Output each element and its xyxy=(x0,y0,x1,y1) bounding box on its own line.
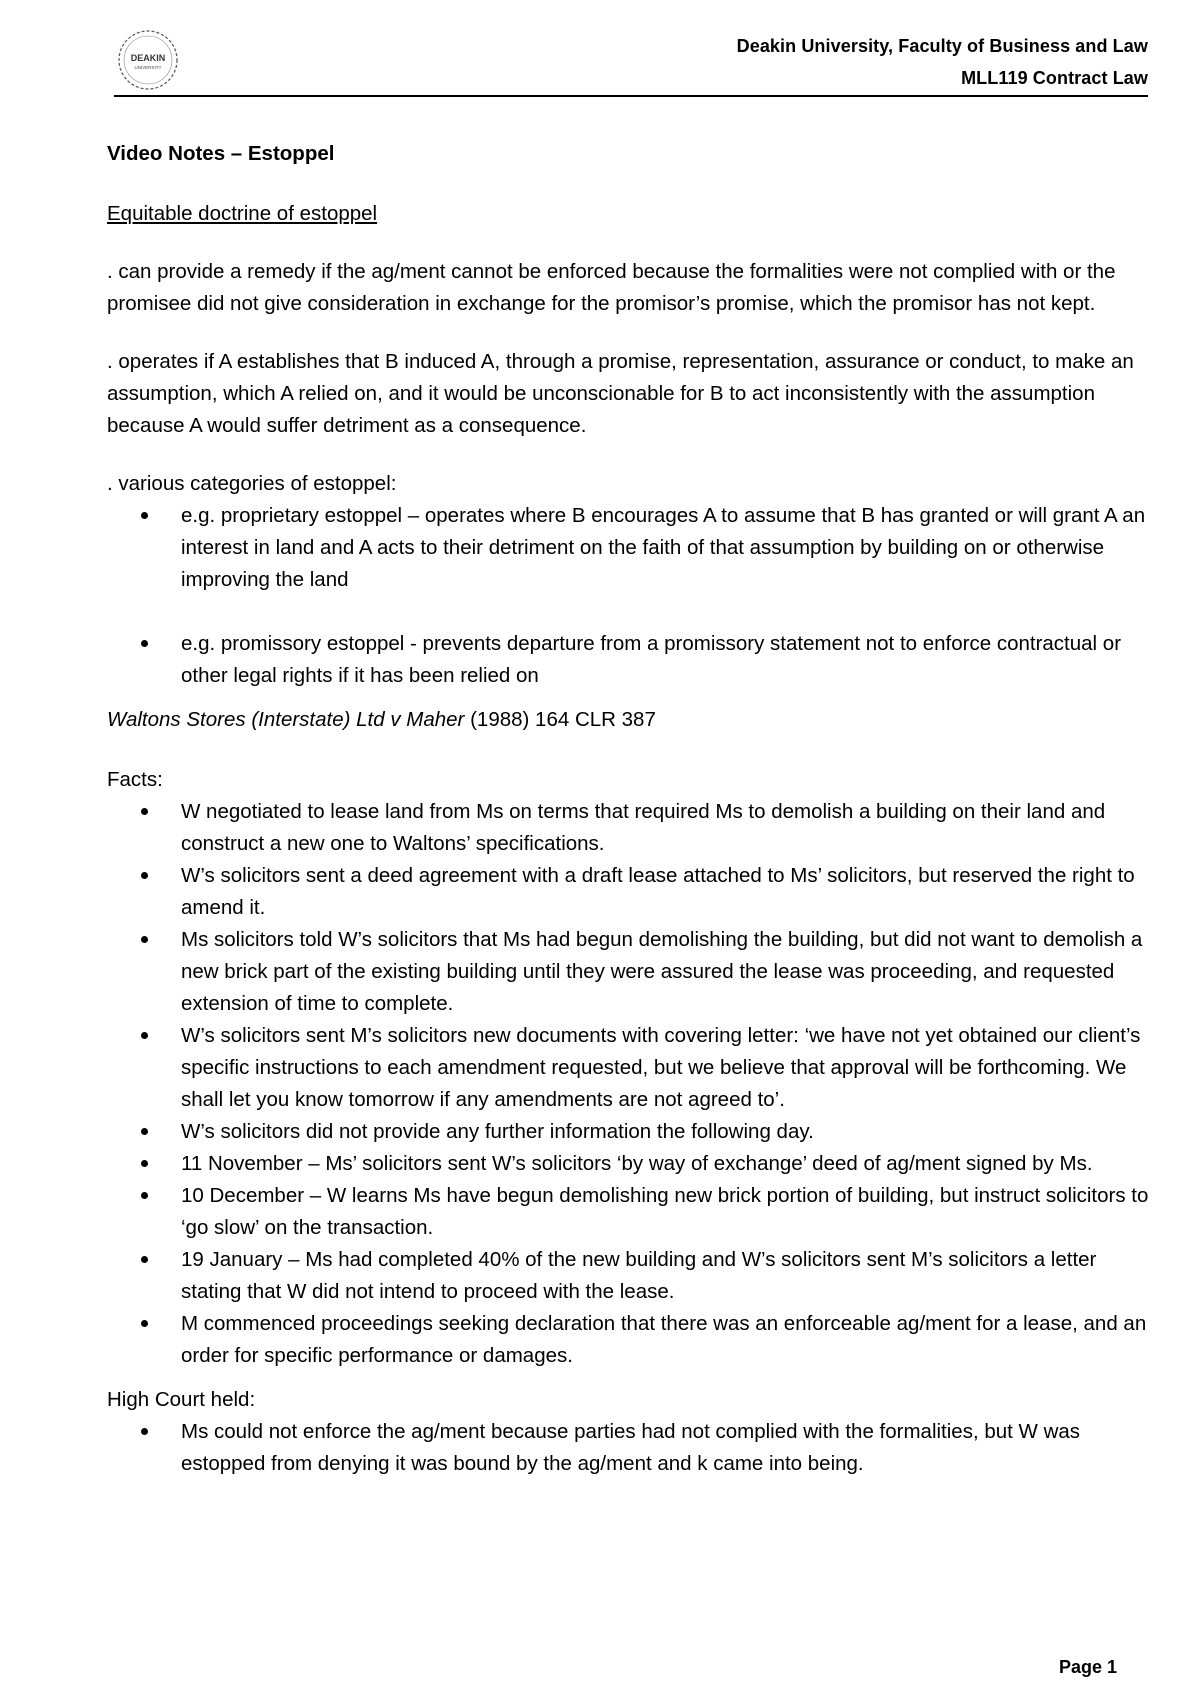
list-item-text: e.g. promissory estoppel - prevents departure from a promissory statement not to enforce contractual or other legal rights if it has been relied on xyxy=(181,632,1122,687)
list-item-text: 19 January – Ms had completed 40% of the new building and W’s solicitors sent M’s solicitors a letter stating that W did not intend to proceed with the lease. xyxy=(181,1248,1097,1303)
bullet-icon xyxy=(141,640,148,647)
case-citation: (1988) 164 CLR 387 xyxy=(464,708,656,731)
list-item xyxy=(107,628,1157,692)
bullet-icon xyxy=(141,512,148,519)
list-item-text: M commenced proceedings seeking declaration that there was an enforceable ag/ment for a lease, and an order for specific performance or damages. xyxy=(181,1312,1147,1367)
case-reference xyxy=(107,704,1157,736)
header-divider xyxy=(114,95,1148,97)
list-item-text: W’s solicitors did not provide any further information the following day. xyxy=(181,1120,814,1143)
document-title: Video Notes – Estoppel xyxy=(107,142,335,165)
list-item-text: Ms solicitors told W’s solicitors that Ms had begun demolishing the building, but did not want to demolish a new brick part of the existing building until they were assured the lease was proceeding, and requested extension of time to complete. xyxy=(181,928,1143,1015)
bullet-icon xyxy=(141,1192,148,1199)
list-item-text: W’s solicitors sent a deed agreement with a draft lease attached to Ms’ solicitors, but reserved the right to amend it. xyxy=(181,864,1135,919)
list-item xyxy=(107,1244,1157,1308)
list-item xyxy=(107,1308,1157,1372)
categories-list xyxy=(107,500,1157,692)
list-item xyxy=(107,1116,1157,1148)
page-number: Page 1 xyxy=(1059,1657,1118,1677)
list-item-text: e.g. proprietary estoppel – operates where B encourages A to assume that B has granted or will grant A an interest in land and A acts to their detriment on the faith of that assumption by building on or otherwise improving the land xyxy=(181,504,1146,591)
document-body xyxy=(107,138,1157,1480)
deakin-logo xyxy=(116,28,180,92)
header-institution: Deakin University, Faculty of Business and Law xyxy=(736,36,1148,56)
list-item xyxy=(107,500,1157,596)
held-list xyxy=(107,1416,1157,1480)
list-item-text: 10 December – W learns Ms have begun demolishing new brick portion of building, but instruct solicitors to ‘go slow’ on the transaction. xyxy=(181,1184,1149,1239)
list-item xyxy=(107,1148,1157,1180)
bullet-icon xyxy=(141,872,148,879)
paragraph-remedy: . can provide a remedy if the ag/ment cannot be enforced because the formalities were not complied with or the promisee did not give consideration in exchange for the promisor’s promise, which the promisor has not kept. xyxy=(107,260,1116,315)
bullet-icon xyxy=(141,1428,148,1435)
facts-list xyxy=(107,796,1157,1372)
list-item xyxy=(107,1180,1157,1244)
list-item-text: 11 November – Ms’ solicitors sent W’s solicitors ‘by way of exchange’ deed of ag/ment signed by Ms. xyxy=(181,1152,1093,1175)
bullet-icon xyxy=(141,1032,148,1039)
logo-subtext: UNIVERSITY xyxy=(134,65,162,70)
bullet-icon xyxy=(141,1128,148,1135)
list-item xyxy=(107,1020,1157,1116)
section-heading: Equitable doctrine of estoppel xyxy=(107,202,378,225)
logo-text: DEAKIN xyxy=(130,53,166,63)
case-name: Waltons Stores (Interstate) Ltd v Maher xyxy=(107,708,465,731)
list-item-text: W negotiated to lease land from Ms on terms that required Ms to demolish a building on their land and construct a new one to Waltons’ specifications. xyxy=(181,800,1106,855)
list-item xyxy=(107,924,1157,1020)
list-item xyxy=(107,1416,1157,1480)
facts-heading: Facts: xyxy=(107,768,163,791)
list-item-text: W’s solicitors sent M’s solicitors new documents with covering letter: ‘we have not yet obtained our client’s specific instructions to each amendment requested, but we believe that approval will be forthcoming. We shall let you know tomorrow if any amendments are not agreed to’. xyxy=(181,1024,1141,1111)
bullet-icon xyxy=(141,1160,148,1167)
list-item xyxy=(107,796,1157,860)
list-item xyxy=(107,860,1157,924)
list-item-text: Ms could not enforce the ag/ment because parties had not complied with the formalities, but W was estopped from denying it was bound by the ag/ment and k came into being. xyxy=(181,1420,1081,1475)
bullet-icon xyxy=(141,936,148,943)
bullet-icon xyxy=(141,1320,148,1327)
bullet-icon xyxy=(141,1256,148,1263)
held-heading: High Court held: xyxy=(107,1388,256,1411)
bullet-icon xyxy=(141,808,148,815)
paragraph-categories: . various categories of estoppel: xyxy=(107,472,397,495)
header-unit: MLL119 Contract Law xyxy=(961,68,1148,88)
paragraph-operation: . operates if A establishes that B induced A, through a promise, representation, assurance or conduct, to make an assumption, which A relied on, and it would be unconscionable for B to act inconsistently with the assumption because A would suffer detriment as a consequence. xyxy=(107,350,1134,437)
